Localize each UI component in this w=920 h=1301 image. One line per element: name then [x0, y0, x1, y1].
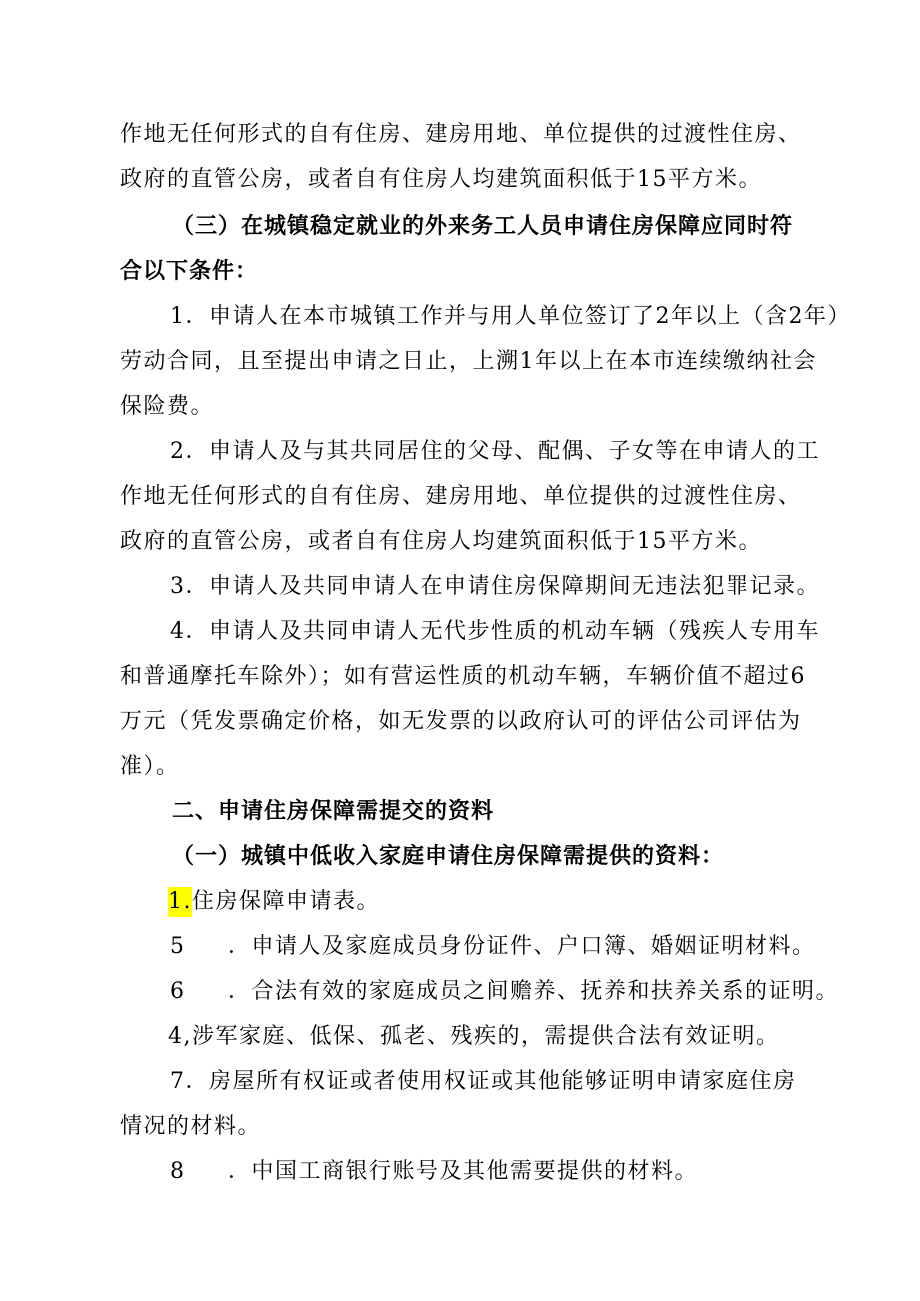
document-list-item: [170, 977, 839, 1007]
list-item: 3．申请人及共同申请人在申请住房保障期间无违法犯罪记录。: [170, 574, 820, 599]
list-item-text: ．申请人及家庭成员身份证件、户口簿、婚姻证明材料。: [228, 934, 816, 959]
document-list-item: [170, 1157, 698, 1187]
list-item-line: 万元（凭发票确定价格，如无发票的以政府认可的评估公司评估为: [120, 709, 802, 734]
list-number: 8: [170, 1159, 186, 1184]
document-list-item: [170, 932, 816, 962]
list-item-line: 政府的直管公房，或者自有住房人均建筑面积低于15平方米。: [120, 529, 762, 554]
list-item: 4．申请人及共同申请人无代步性质的机动车辆（残疾人专用车: [170, 619, 820, 644]
list-item: 1．申请人在本市城镇工作并与用人单位签订了2年以上（含2年）: [170, 304, 851, 329]
list-item-text: ．中国工商银行账号及其他需要提供的材料。: [228, 1159, 699, 1184]
list-number: 5: [170, 934, 186, 959]
list-item-line: 保险费。: [120, 394, 215, 419]
list-item-text: ．合法有效的家庭成员之间赡养、抚养和扶养关系的证明。: [228, 979, 840, 1004]
section-heading: （三）在城镇稳定就业的外来务工人员申请住房保障应同时符: [172, 214, 794, 239]
subsection-heading: （一）城镇中低收入家庭申请住房保障需提供的资料：: [172, 844, 725, 869]
document-list-item: 7．房屋所有权证或者使用权证或其他能够证明申请家庭住房: [170, 1069, 797, 1094]
list-number: 6: [170, 979, 186, 1004]
list-item-line: 作地无任何形式的自有住房、建房用地、单位提供的过渡性住房、: [120, 484, 802, 509]
chapter-heading: 二、申请住房保障需提交的资料: [172, 799, 495, 824]
list-item-line: 劳动合同，且至提出申请之日止，上溯1年以上在本市连续缴纳社会: [120, 349, 817, 374]
document-list-item: 4,涉军家庭、低保、孤老、残疾的，需提供合法有效证明。: [168, 1024, 780, 1049]
highlighted-number: 1.: [168, 887, 192, 917]
paragraph-line: 政府的直管公房，或者自有住房人均建筑面积低于15平方米。: [120, 167, 762, 192]
list-item-line: 准）。: [120, 754, 180, 779]
list-item-line: 和普通摩托车除外）；如有营运性质的机动车辆，车辆价值不超过6: [120, 664, 806, 689]
list-item: 2．申请人及与其共同居住的父母、配偶、子女等在申请人的工: [170, 439, 820, 464]
document-list-item: [168, 887, 380, 917]
list-item-line: 情况的材料。: [120, 1114, 262, 1139]
list-item-text: 住房保障申请表。: [192, 889, 381, 914]
section-heading: 合以下条件：: [120, 259, 259, 284]
paragraph-line: 作地无任何形式的自有住房、建房用地、单位提供的过渡性住房、: [120, 122, 802, 147]
